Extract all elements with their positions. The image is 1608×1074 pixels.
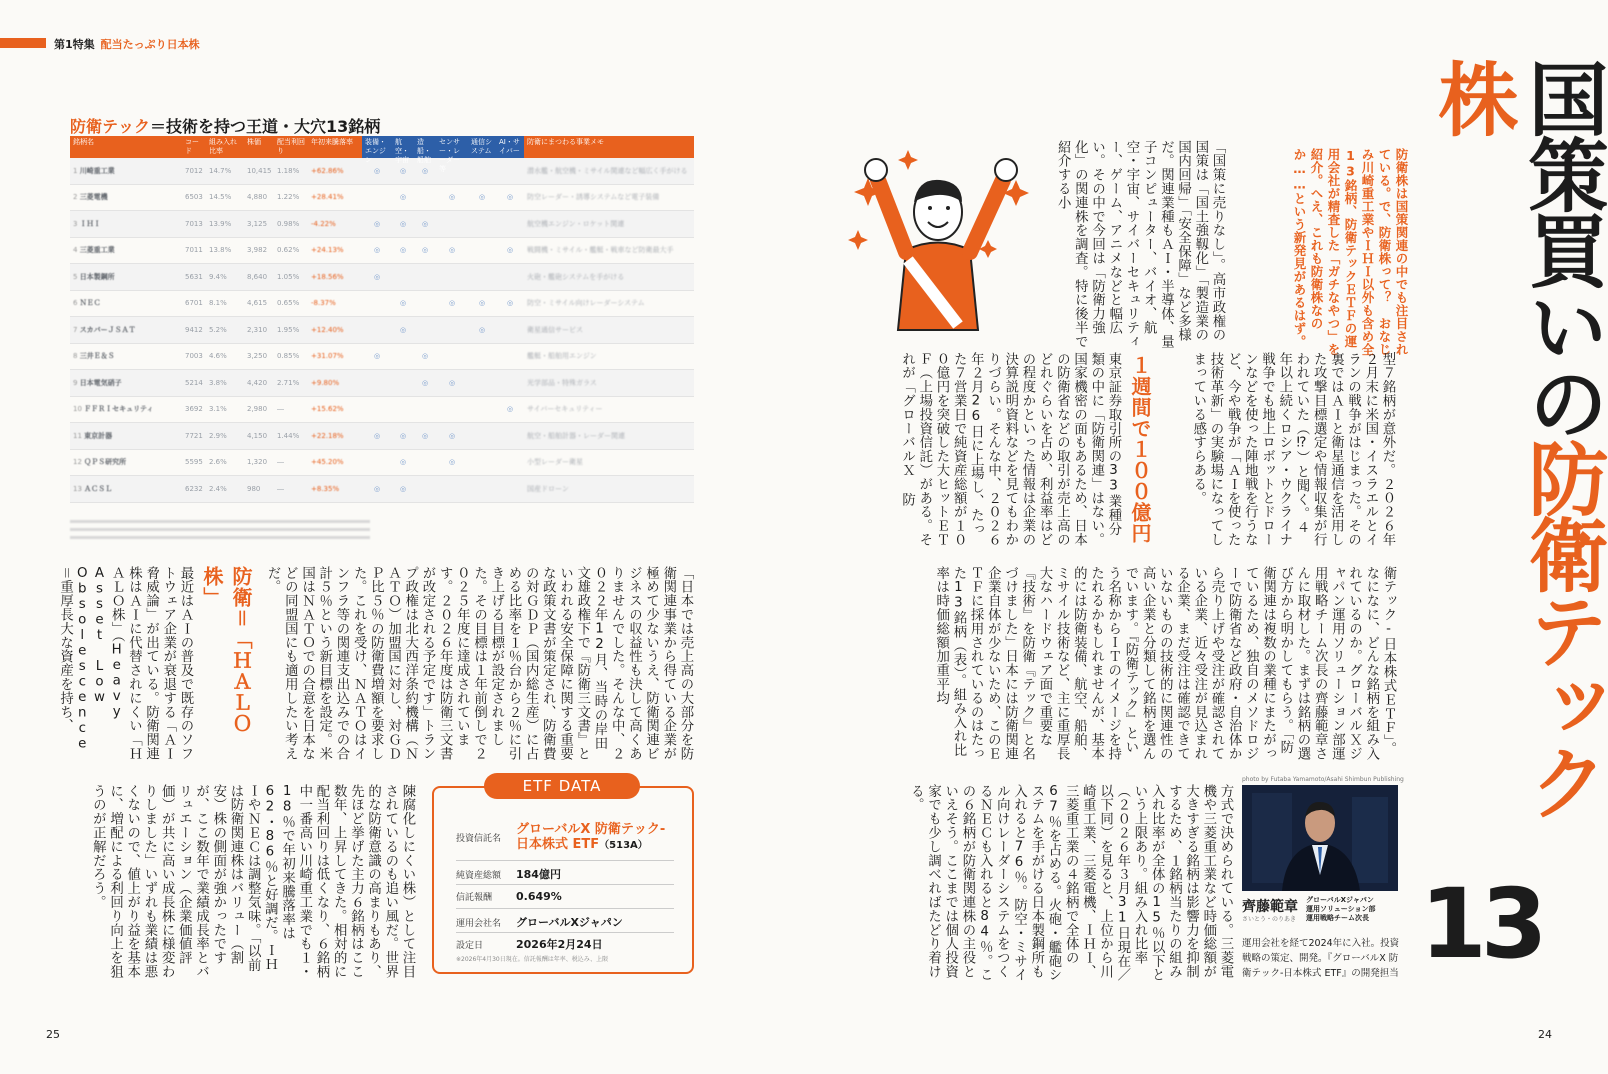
- table-cell-yield: 0.98%: [277, 219, 300, 228]
- etf-label: 純資産総額: [456, 870, 502, 881]
- table-cell-code: 7012: [185, 166, 203, 175]
- table-cell-mark: ◎: [421, 219, 429, 228]
- table-cell-mark: ◎: [373, 246, 381, 255]
- etf-note: ※2026年4月30日現在。信託報酬は年率、税込み、上限: [456, 956, 609, 963]
- table-cell-mark: ◎: [421, 166, 429, 175]
- table-cell-code: 3692: [185, 405, 203, 414]
- section-label: 第1特集: [54, 38, 95, 51]
- body-column-2: 型７銘柄が意外だ。２０２６年２月末に米国・イスラエルとイランの戦争がはじまった。その裏ではＡＩと衛星通信を活用した攻撃目標選定や情報収集が行われていた（⁉）と聞く。４年以上続くロシア・ウクライナ戦争でも地上ロボットとドローンなどを使った陣地戦を行うなど、今や戦争が「ＡＩを使った技術革新」の実験場になってしまっている感すらある。: [1190, 352, 1395, 547]
- page-number-right: 24: [1538, 1028, 1552, 1041]
- etf-value: 2026年2月24日: [516, 938, 603, 951]
- table-cell-memo: 小型レーダー衛星: [527, 458, 583, 467]
- table-cell-price: 4,615: [247, 299, 268, 308]
- profile-caption-line: 運用戦略チーム次長: [1306, 914, 1369, 922]
- table-cell-mark: ◎: [421, 378, 429, 387]
- table-header-cell: センサー・レーダー等: [436, 136, 468, 158]
- profile-kana: さいとう・のりあき: [1242, 916, 1297, 923]
- etf-row-assets: [456, 866, 561, 882]
- table-cell-mark: ◎: [399, 246, 407, 255]
- table-cell-weight: 3.8%: [209, 378, 227, 387]
- table-cell-code: 7011: [185, 246, 203, 255]
- table-cell-memo: 航空・船舶計器・レーダー関連: [527, 431, 625, 440]
- body-column-3: 東京証券取引所の33業種分類の中に「防衛関連」はない。国家機密の面もあるため、日本の防衛省などの取引が売上高のどれぐらいを占め、利益率はどの程度かといった情報は企業の決算説明資料などを見てもわかりづらい。そんな中、２０２６年２月26日に上場し、たった７営業日で純資産総額が１００億円を突破した大ヒットＥＴＦ（上場投資信託）がある。それが「グローバルＸ 防: [899, 352, 1121, 547]
- table-cell-code: 5214: [185, 378, 203, 387]
- article-title: [1426, 58, 1606, 868]
- table-cell-price: 4,880: [247, 193, 268, 202]
- table-header-cell: 配当利回り: [274, 136, 308, 158]
- table-cell-mark: ◎: [506, 405, 514, 414]
- table-cell-mark: ◎: [421, 431, 429, 440]
- stock-table: [70, 136, 694, 503]
- table-row: [70, 211, 694, 238]
- table-cell-memo: 航空機エンジン・ロケット関連: [527, 219, 625, 228]
- photo-credit: photo by Futaba Yamamoto/Asahi Shimbun Publishing: [1242, 776, 1404, 783]
- table-cell-code: 7013: [185, 219, 203, 228]
- table-row-number: 4: [73, 246, 80, 255]
- table-row-number: 1: [73, 166, 80, 175]
- table-row-number: 6: [73, 299, 80, 308]
- table-cell-change: +9.80%: [311, 378, 340, 387]
- table-cell-change: +15.62%: [311, 405, 344, 414]
- table-row-number: 12: [73, 458, 85, 467]
- etf-fund-code: （513A）: [599, 840, 648, 851]
- table-row: [70, 423, 694, 450]
- table-cell-name: 11 東京計器: [73, 431, 113, 440]
- table-row: [70, 185, 694, 212]
- table-header-cell: 航空・宇宙: [392, 136, 414, 158]
- table-cell-yield: 1.18%: [277, 166, 300, 175]
- table-cell-mark: ◎: [506, 246, 514, 255]
- table-cell-mark: ◎: [478, 299, 486, 308]
- table-cell-weight: 4.6%: [209, 352, 227, 361]
- table-cell-mark: ◎: [399, 431, 407, 440]
- table-cell-mark: ◎: [421, 352, 429, 361]
- table-cell-name: 10 ＦＦＲＩセキュリティ: [73, 405, 154, 414]
- table-row-number: 9: [73, 378, 80, 387]
- table-cell-mark: ◎: [399, 458, 407, 467]
- table-cell-weight: 14.7%: [209, 166, 232, 175]
- table-cell-memo: 潜水艦・航空機・ミサイル関連など幅広く手がける: [527, 166, 688, 175]
- table-cell-memo: 国産ドローン: [527, 484, 569, 493]
- table-cell-code: 6503: [185, 193, 203, 202]
- table-cell-memo: 火砲・艦砲システムを手がける: [527, 272, 625, 281]
- table-cell-name: 9 日本電気硝子: [73, 378, 122, 387]
- body-column-5: 方式で決められている。三菱電機や三菱重工業など時価総額が大きすぎる銘柄は影響力を抑制するため、１銘柄当たりの組み入れ比率が全体の15％以下という上限あり。組み入れ比率（２０２６年３月31日現在／以下同）を見ると、上位から川崎重工業、三菱電機、ＩＨＩ、三菱重工業の４銘柄で全体の67％を占める。火砲・艦砲システムを手がける日本製鋼所も入れると76％。防空・ミサイル向けレーダーシステムをつくるＮＥＣも入れると84％。この６銘柄が防衛関連株の主役といえそう。ここまでは個人投資家でも少し調べればたどり着ける。: [908, 784, 1233, 982]
- table-cell-change: +31.07%: [311, 352, 344, 361]
- table-cell-mark: ◎: [373, 431, 381, 440]
- table-cell-price: 3,125: [247, 219, 268, 228]
- table-cell-yield: 2.71%: [277, 378, 300, 387]
- body-column-1: 「国策に売りなし」。高市政権の国策は「国土強靱化」「製造業の国内回帰」「安全保障」など多様だ。関連業種もＡＩ・半導体、量子コンピューター、バイオ、航空・宇宙、サイバーセキュリティー、ゲーム、アニメなどと幅広い。その中で今回は「防衛力強化」の関連株を調査。特に後半で紹介する小: [1055, 140, 1225, 349]
- section-sublabel: 配当たっぷり日本株: [100, 38, 200, 51]
- table-cell-yield: 1.95%: [277, 325, 300, 334]
- table-row: [70, 317, 694, 344]
- table-cell-mark: ◎: [399, 484, 407, 493]
- table-cell-code: 5595: [185, 458, 203, 467]
- table-cell-yield: ―: [277, 458, 284, 467]
- etf-label: 設定日: [456, 940, 484, 951]
- table-cell-change: +18.56%: [311, 272, 344, 281]
- table-cell-memo: サイバーセキュリティー: [527, 405, 603, 414]
- etf-value: 0.649%: [516, 890, 562, 903]
- table-cell-mark: ◎: [448, 431, 456, 440]
- table-cell-change: +62.86%: [311, 166, 344, 175]
- title-main-black: 国策買いの: [1515, 58, 1608, 438]
- table-cell-price: 10,415: [247, 166, 272, 175]
- table-title-black: ＝技術を持つ王道・大穴13銘柄: [150, 117, 381, 136]
- etf-divider: [456, 860, 674, 861]
- table-cell-mark: ◎: [373, 166, 381, 175]
- table-cell-mark: ◎: [448, 458, 456, 467]
- table-cell-name: 2 三菱電機: [73, 193, 108, 202]
- table-body: [70, 158, 694, 503]
- table-row-number: 11: [73, 431, 85, 440]
- body-column-8: 陳腐化しにくい株）として注目されているのも追い風だ。世界的な防衛意識の高まりもあり、先ほど挙げた主力６銘柄はここ数年、上昇してきた。相対的に配当利回りは低くなり、６銘柄中一番高い川崎重工業でも１・18％で年初来騰落率は62・86％と好調だ。ＩＨＩやＮＥＣは調整気味。「以前は防衛関連株はバリュー（割安）株の側面が強かったですが、ここ数年で業績成長率とバリュエーション（企業価値評価）が共に高い成長株に様変わりしました」いずれも業績は悪くないので、値上がり益を基本に、増配による利回り向上を狙うのが正解だろう。: [90, 784, 415, 979]
- table-cell-memo: 艦艇・船舶用エンジン: [527, 352, 597, 361]
- table-cell-yield: ―: [277, 405, 284, 414]
- body-column-4: 衛テック‐日本株式ＥＴＦ」。なになに、どんな銘柄を組み入れているのか。グローバルＸジャパン運用ソリューション部運用戦略チーム次長の齊藤範章さんに取材した。まずは銘柄の選び方から明かしてもらう。「防衛関連は複数の業種にまたがっているため、独自のメソドロジーで防衛省など政府・自治体から売り上げや受注が確認されている企業、近々受注が見込まれる企業、まだ受注は確認できていないものの技術的に関連性の高い企業と分類して銘柄を選んでいます。『防衛テック』という名称からＩＴのイメージを持たれるかもしれませんが、基本的には防衛装備、航空、船舶、ミサイル技術など、主に重厚長大なハードウェア面で重要な『技術』を防衛『テック』と名づけました」日本には防衛関連企業自体が少ないため、このＥＴＦに採用されているのはたった13銘柄（表）。組み入れ比率は時価総額加重平均: [933, 566, 1396, 761]
- table-cell-mark: ◎: [448, 299, 456, 308]
- table-cell-name: 13 ＡＣＳＬ: [73, 484, 113, 493]
- table-cell-change: +8.35%: [311, 484, 340, 493]
- table-cell-name: 7 スカパーＪＳＡＴ: [73, 325, 136, 334]
- table-cell-mark: ◎: [478, 193, 486, 202]
- table-cell-yield: 1.05%: [277, 272, 300, 281]
- table-title-orange: 防衛テック: [70, 117, 151, 136]
- title-main-orange: 防衛テック株: [1425, 58, 1608, 818]
- table-cell-weight: 14.5%: [209, 193, 232, 202]
- etf-label: 投資信託名: [456, 834, 502, 844]
- table-cell-code: 5631: [185, 272, 203, 281]
- etf-label: 運用会社名: [456, 918, 502, 929]
- etf-row-name: [456, 822, 666, 853]
- table-cell-name: 8 三井Ｅ＆Ｓ: [73, 352, 115, 361]
- table-row: [70, 450, 694, 477]
- table-cell-name: 3 ＩＨＩ: [73, 219, 101, 228]
- etf-row-fee: [456, 890, 562, 903]
- table-cell-mark: ◎: [373, 219, 381, 228]
- portrait-photo: [1242, 785, 1398, 891]
- table-cell-mark: ◎: [399, 193, 407, 202]
- profile-caption: [1306, 896, 1376, 923]
- table-cell-change: +22.18%: [311, 431, 344, 440]
- table-row: [70, 397, 694, 424]
- table-title: [70, 114, 380, 137]
- table-row: [70, 264, 694, 291]
- table-cell-name: 6 ＮＥＣ: [73, 299, 101, 308]
- table-cell-weight: 13.9%: [209, 219, 232, 228]
- etf-divider: [456, 884, 674, 885]
- table-cell-mark: ◎: [506, 193, 514, 202]
- table-header-cell: AI・サイバー: [496, 136, 524, 158]
- table-cell-price: 4,420: [247, 378, 268, 387]
- etf-fund-name: グローバルX 防衛テック-日本株式 ETF: [516, 822, 666, 852]
- table-header-cell: 株価: [244, 136, 274, 158]
- table-header-cell: 通信システム: [468, 136, 496, 158]
- table-cell-memo: 衛星通信サービス: [527, 325, 583, 334]
- table-cell-mark: ◎: [373, 272, 381, 281]
- table-cell-mark: ◎: [448, 193, 456, 202]
- table-cell-weight: 2.9%: [209, 431, 227, 440]
- table-row-number: 3: [73, 219, 80, 228]
- table-cell-price: 3,982: [247, 246, 268, 255]
- etf-value: グローバルXジャパン: [516, 916, 623, 929]
- table-header-cell: 年初来騰落率: [308, 136, 362, 158]
- table-cell-change: +12.40%: [311, 325, 344, 334]
- table-cell-yield: ―: [277, 484, 284, 493]
- table-row-number: 13: [73, 484, 85, 493]
- table-cell-memo: 防空・ミサイル向けレーダーシステム: [527, 299, 645, 308]
- table-footnote: [70, 520, 370, 542]
- table-row-number: 10: [73, 405, 85, 414]
- table-row-number: 2: [73, 193, 80, 202]
- table-cell-mark: ◎: [399, 325, 407, 334]
- table-cell-memo: 防空レーダー・誘導システムなど電子装備: [527, 193, 660, 202]
- table-cell-mark: ◎: [478, 325, 486, 334]
- table-header-cell: 装備・エンジン: [362, 136, 392, 158]
- table-cell-price: 980: [247, 484, 261, 493]
- table-cell-mark: ◎: [399, 219, 407, 228]
- table-cell-yield: 1.22%: [277, 193, 300, 202]
- table-cell-price: 4,150: [247, 431, 268, 440]
- etf-label: 信託報酬: [456, 893, 493, 903]
- etf-value: 184億円: [516, 868, 561, 881]
- table-header-cell: 銘柄名: [70, 136, 182, 158]
- etf-row-date: [456, 936, 603, 952]
- table-cell-price: 1,320: [247, 458, 268, 467]
- table-cell-memo: 光学部品・特殊ガラス: [527, 378, 597, 387]
- table-row: [70, 291, 694, 318]
- table-row-number: 5: [73, 272, 80, 281]
- cheering-man-illustration: [838, 140, 1038, 330]
- table-row: [70, 370, 694, 397]
- header-accent-bar: [0, 38, 46, 48]
- table-cell-change: -4.22%: [311, 219, 336, 228]
- page-number-left: 25: [46, 1028, 60, 1041]
- table-cell-mark: ◎: [448, 246, 456, 255]
- table-cell-change: +24.13%: [311, 246, 344, 255]
- subheading-halo: 防衛＝「ＨＡＬＯ株」: [200, 566, 253, 734]
- table-cell-memo: 戦闘機・ミサイル・艦艇・戦車など防衛最大手: [527, 246, 674, 255]
- profile-bio: 運用会社を経て2024年に入社。投資戦略の策定、開発。『グローバルX 防衛テック-日本株式 ETF』の開発担当: [1242, 938, 1400, 979]
- table-header-cell: 造船・船舶: [414, 136, 436, 158]
- table-row: [70, 344, 694, 371]
- table-cell-price: 3,250: [247, 352, 268, 361]
- table-cell-code: 7003: [185, 352, 203, 361]
- table-cell-name: 1 川崎重工業: [73, 166, 115, 175]
- table-cell-weight: 9.4%: [209, 272, 227, 281]
- table-header-cell: コード: [182, 136, 206, 158]
- table-cell-mark: ◎: [421, 246, 429, 255]
- table-header-cell: 組み入れ比率: [206, 136, 244, 158]
- table-cell-yield: 1.44%: [277, 431, 300, 440]
- table-row-number: 7: [73, 325, 80, 334]
- table-cell-mark: ◎: [399, 166, 407, 175]
- table-cell-change: +45.20%: [311, 458, 344, 467]
- section-header: [54, 36, 200, 52]
- table-cell-weight: 8.1%: [209, 299, 227, 308]
- table-cell-price: 2,310: [247, 325, 268, 334]
- table-cell-mark: ◎: [506, 299, 514, 308]
- table-cell-change: +28.41%: [311, 193, 344, 202]
- table-cell-yield: 0.85%: [277, 352, 300, 361]
- profile-caption-line: グローバルXジャパン: [1306, 896, 1374, 904]
- title-number: 13: [1420, 868, 1542, 980]
- table-row-number: 8: [73, 352, 80, 361]
- etf-divider: [456, 908, 674, 909]
- profile-name: 齊藤範章: [1242, 899, 1298, 915]
- table-cell-yield: 0.65%: [277, 299, 300, 308]
- profile-caption-line: 運用ソリューション部: [1306, 905, 1376, 913]
- table-cell-mark: ◎: [399, 299, 407, 308]
- etf-value: [516, 822, 666, 853]
- etf-data-tag: ETF DATA: [484, 773, 640, 799]
- table-cell-weight: 2.6%: [209, 458, 227, 467]
- lead-text: 防衛株は国策関連の中でも注目されている。で、防衛株って？ おなじみ川崎重工業やＩＨＩ以外も含め全13銘柄、防衛テックＥＴＦの運用会社が精査した「ガチなやつ」を紹介。へえ、これも防衛株なのか……という新発見があるはず。: [1292, 148, 1409, 356]
- table-cell-code: 9412: [185, 325, 203, 334]
- table-row: [70, 476, 694, 503]
- table-cell-mark: ◎: [448, 378, 456, 387]
- table-cell-name: 4 三菱重工業: [73, 246, 115, 255]
- table-cell-code: 6232: [185, 484, 203, 493]
- table-cell-mark: ◎: [373, 352, 381, 361]
- table-cell-weight: 13.8%: [209, 246, 232, 255]
- table-cell-weight: 2.4%: [209, 484, 227, 493]
- table-cell-code: 7721: [185, 431, 203, 440]
- table-cell-name: 5 日本製鋼所: [73, 272, 115, 281]
- table-row: [70, 238, 694, 265]
- etf-divider: [456, 932, 674, 933]
- etf-row-company: [456, 914, 623, 930]
- table-row: [70, 158, 694, 185]
- table-header-cell: 防衛にまつわる事業メモ: [524, 136, 694, 158]
- body-column-7: 最近はＡＩの普及で既存のソフトウェア企業が衰退する「ＡＩ脅威論」が出ている。防衛関連株はＡＩに代替されにくい「ＨＡＬＯ株」（Heavy Asset Low Obsolescence＝重厚長大な資産を持ち、: [57, 566, 193, 761]
- body-column-6: 「日本では売上高の大部分を防衛関連事業から得ている企業が極めて少ないうえ、防衛関連ビジネスの収益性も決して高くありませんでした。そんな中、２０２２年12月、当時の岸田文雄政権下で『防衛三文書』といわれる安全保障に関する重要な政策文書が策定され、防衛費の対ＧＤＰ（国内総生産）に占める比率を１％台から２％に引き上げる目標が設定されました。その目標は１年前倒しで２０２５年度に達成されています。２０２６年度は防衛三文書が改定される予定です」トランプ政権は北大西洋条約機構（ＮＡＴＯ）加盟国に対し、対ＧＤＰ比５％の防衛費増額を要求した。これを受け、ＮＡＴＯはインフラ等の関連支出込みでの合計５％という新目標を設定。米国はＮＡＴＯでの合意を日本などの同盟国にも適用したい考えだ。: [265, 566, 693, 761]
- subheading-100oku: １週間で１００億円: [1128, 355, 1152, 544]
- table-cell-price: 2,980: [247, 405, 268, 414]
- table-cell-weight: 5.2%: [209, 325, 227, 334]
- table-cell-yield: 0.62%: [277, 246, 300, 255]
- table-cell-weight: 3.1%: [209, 405, 227, 414]
- table-cell-price: 8,640: [247, 272, 268, 281]
- table-cell-name: 12 ＱＰＳ研究所: [73, 458, 127, 467]
- table-cell-code: 6701: [185, 299, 203, 308]
- table-cell-mark: ◎: [373, 484, 381, 493]
- table-cell-change: -8.37%: [311, 299, 336, 308]
